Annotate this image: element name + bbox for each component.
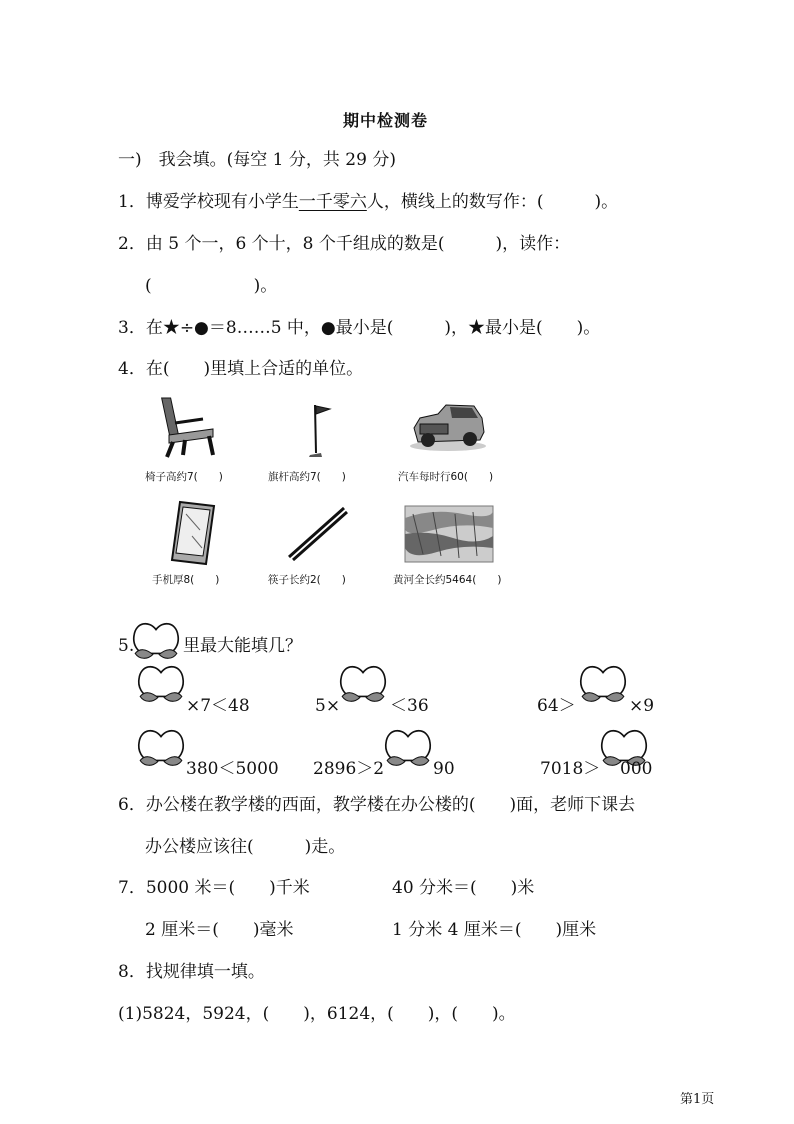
q5-expr: 2896＞2 [313,759,385,779]
caption-river: 黄河全长约5464( ) [393,574,502,586]
question-3: 3．在★÷●＝8……5 中，●最小是( )，★最小是( )。 [118,318,601,338]
caption-flagpole: 旗杆高约7( ) [268,471,346,483]
q1-underlined: 一千零六 [298,192,367,212]
question-7-c: 2 厘米＝( )毫米 [145,920,294,940]
question-1 [118,192,618,212]
question-6-line2: 办公楼应该往( )走。 [145,837,346,857]
q5-expr: ＜36 [390,696,429,716]
section-heading: 一) 我会填。(每空 1 分，共 29 分) [118,150,396,170]
q5-text: 里最大能填几？ [183,636,302,656]
q5-expr: ×7＜48 [186,696,250,716]
caption-phone: 手机厚8( ) [152,574,220,586]
phone-icon [168,500,218,566]
question-2-line1: 2．由 5 个一，6 个十，8 个千组成的数是( )，读作： [118,234,571,254]
q5-expr: 7018＞ [540,759,601,779]
page-number: 第1页 [680,1092,715,1107]
peach-blank-icon[interactable] [382,727,434,769]
peach-blank-icon [130,620,182,662]
q5-expr: 64＞ [537,696,576,716]
question-2-line2: ( )。 [145,276,278,296]
q5-number: 5. [118,636,135,656]
question-4: 4．在( )里填上合适的单位。 [118,359,364,379]
peach-blank-icon[interactable] [337,663,389,705]
peach-blank-icon[interactable] [135,663,187,705]
peach-blank-icon[interactable] [135,727,187,769]
caption-chopsticks: 筷子长约2( ) [268,574,346,586]
river-icon [403,504,495,564]
q5-expr: 380＜5000 [186,759,279,779]
question-7-a: 7．5000 米＝( )千米 [118,878,310,898]
caption-car: 汽车每时行60( ) [398,471,494,483]
caption-chair: 椅子高约7( ) [145,471,223,483]
question-8: 8．找规律填一填。 [118,962,265,982]
q1-text-a: 1．博爱学校现有小学生 [118,192,299,212]
question-6-line1: 6．办公楼在教学楼的西面，教学楼在办公楼的( )面，老师下课去 [118,795,636,815]
flagpole-icon [303,403,333,458]
question-7-b: 40 分米＝( )米 [392,878,535,898]
q1-text-b: 人，横线上的数写作：( )。 [366,192,619,212]
question-8-1: (1)5824，5924，( )，6124，( )，( )。 [118,1004,516,1024]
question-7-d: 1 分米 4 厘米＝( )厘米 [392,920,597,940]
q5-expr: 5× [315,696,341,716]
peach-blank-icon[interactable] [577,663,629,705]
chair-icon [155,395,217,459]
car-icon [408,402,488,452]
page-title: 期中检测卷 [343,111,429,130]
chopsticks-icon [286,505,348,561]
q5-expr: ×9 [629,696,655,716]
q5-expr: 000 [620,759,653,779]
q5-expr: 90 [433,759,455,779]
